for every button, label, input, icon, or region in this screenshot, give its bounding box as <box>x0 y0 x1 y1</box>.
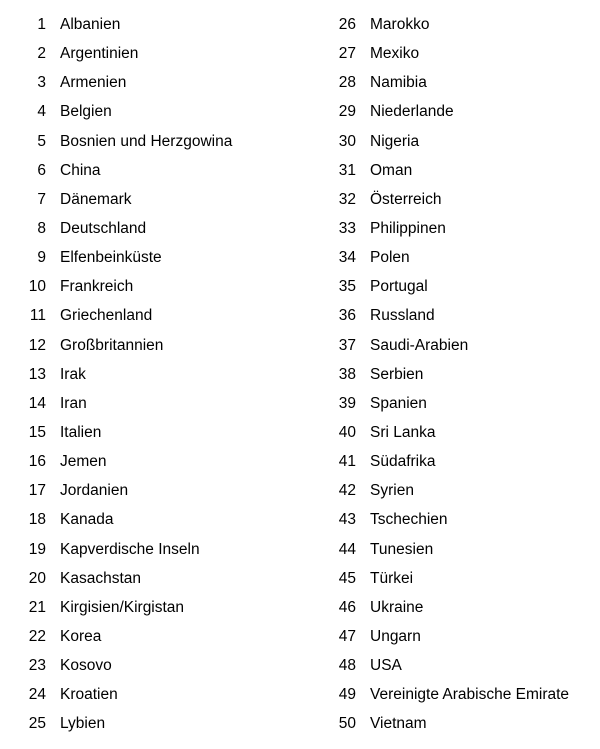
list-item <box>330 651 600 680</box>
list-item <box>20 564 320 593</box>
list-item <box>20 505 320 534</box>
list-item <box>330 272 600 301</box>
item-number: 5 <box>37 132 46 150</box>
list-item <box>330 622 600 651</box>
country-name: Vereinigte Arabische Emirate <box>370 686 570 704</box>
item-number: 50 <box>338 715 356 733</box>
list-item <box>330 360 600 389</box>
item-number: 47 <box>338 627 356 645</box>
item-number: 40 <box>338 423 356 441</box>
country-name: Syrien <box>370 482 414 500</box>
item-number: 24 <box>28 686 46 704</box>
country-name: Südafrika <box>370 453 436 471</box>
item-number: 6 <box>37 161 46 179</box>
country-name: Sri Lanka <box>370 423 436 441</box>
item-number: 28 <box>338 74 356 92</box>
list-item <box>20 389 320 418</box>
country-name: Philippinen <box>370 219 446 237</box>
country-name: USA <box>370 657 402 675</box>
country-name: Elfenbeinküste <box>60 249 162 267</box>
list-item <box>20 185 320 214</box>
country-name: Jordanien <box>60 482 129 500</box>
item-number: 45 <box>338 569 356 587</box>
item-number: 12 <box>28 336 46 354</box>
list-item <box>330 214 600 243</box>
list-item <box>330 301 600 330</box>
country-name: Belgien <box>60 103 112 121</box>
list-item <box>330 418 600 447</box>
country-name: Niederlande <box>370 103 454 121</box>
country-name: Armenien <box>60 74 127 92</box>
list-item <box>330 331 600 360</box>
list-item <box>20 622 320 651</box>
list-item <box>20 360 320 389</box>
country-name: Österreich <box>370 190 442 208</box>
country-name: Irak <box>60 365 86 383</box>
item-number: 49 <box>338 686 356 704</box>
item-number: 38 <box>338 365 356 383</box>
list-item <box>20 214 320 243</box>
country-name: Marokko <box>370 16 430 33</box>
list-item <box>330 564 600 593</box>
list-item <box>330 505 600 534</box>
country-name: Kanada <box>60 511 114 529</box>
item-number: 44 <box>338 540 356 558</box>
list-item <box>20 97 320 126</box>
item-number: 7 <box>37 190 46 208</box>
item-number: 15 <box>28 423 46 441</box>
item-number: 34 <box>338 249 356 267</box>
item-number: 29 <box>338 103 356 121</box>
list-item <box>330 593 600 622</box>
country-name: Korea <box>60 627 102 645</box>
country-name: Lybien <box>60 715 106 733</box>
country-name: Kroatien <box>60 686 118 704</box>
list-item <box>20 476 320 505</box>
item-number: 30 <box>338 132 356 150</box>
country-name: Griechenland <box>60 307 153 325</box>
list-item <box>330 97 600 126</box>
list-item <box>20 331 320 360</box>
country-name: Portugal <box>370 278 428 296</box>
list-item <box>20 535 320 564</box>
country-name: Tschechien <box>370 511 448 529</box>
item-number: 36 <box>338 307 356 325</box>
list-item <box>20 10 320 39</box>
list-item <box>330 476 600 505</box>
country-name: Kasachstan <box>60 569 141 587</box>
item-number: 42 <box>338 482 356 500</box>
list-item <box>330 68 600 97</box>
item-number: 31 <box>338 161 356 179</box>
country-name: Kosovo <box>60 657 112 675</box>
country-name: Kirgisien/Kirgistan <box>60 598 185 616</box>
country-name: Iran <box>60 394 87 412</box>
list-item <box>20 127 320 156</box>
country-list-right <box>330 10 600 739</box>
country-name: Italien <box>60 423 102 441</box>
item-number: 11 <box>29 307 46 325</box>
list-item <box>20 651 320 680</box>
item-number: 48 <box>338 657 356 675</box>
item-number: 22 <box>28 627 46 645</box>
country-name: Polen <box>370 249 410 267</box>
list-item <box>330 39 600 68</box>
item-number: 9 <box>37 249 46 267</box>
country-list-left <box>20 10 320 739</box>
list-item <box>330 10 600 39</box>
country-name: Saudi-Arabien <box>370 336 469 354</box>
list-item <box>20 418 320 447</box>
item-number: 32 <box>338 190 356 208</box>
list-item <box>330 156 600 185</box>
list-item <box>330 185 600 214</box>
country-name: Frankreich <box>60 278 134 296</box>
list-item <box>20 39 320 68</box>
item-number: 35 <box>338 278 356 296</box>
list-item <box>330 535 600 564</box>
item-number: 17 <box>28 482 46 500</box>
list-item <box>330 447 600 476</box>
item-number: 20 <box>28 569 46 587</box>
country-name: Deutschland <box>60 219 147 237</box>
item-number: 14 <box>28 394 46 412</box>
item-number: 21 <box>28 598 46 616</box>
country-name: Mexiko <box>370 45 420 63</box>
item-number: 41 <box>338 453 356 471</box>
item-number: 16 <box>28 453 46 471</box>
country-name: Kapverdische Inseln <box>60 540 200 558</box>
country-name: Oman <box>370 161 413 179</box>
country-name: Großbritannien <box>60 336 164 354</box>
list-item <box>330 709 600 738</box>
list-item <box>20 709 320 738</box>
country-name: Ukraine <box>370 598 424 616</box>
country-name: Jemen <box>60 453 107 471</box>
list-item <box>20 68 320 97</box>
item-number: 4 <box>37 103 46 121</box>
list-item <box>330 389 600 418</box>
country-name: China <box>60 161 101 179</box>
list-item <box>20 301 320 330</box>
country-name: Nigeria <box>370 132 420 150</box>
item-number: 27 <box>338 45 356 63</box>
item-number: 1 <box>37 16 46 33</box>
item-number: 23 <box>28 657 46 675</box>
item-number: 37 <box>338 336 356 354</box>
country-name: Russland <box>370 307 435 325</box>
country-name: Argentinien <box>60 45 139 63</box>
item-number: 25 <box>28 715 46 733</box>
list-item <box>20 593 320 622</box>
item-number: 2 <box>37 45 46 63</box>
country-name: Dänemark <box>60 190 132 208</box>
item-number: 46 <box>338 598 356 616</box>
item-number: 19 <box>28 540 46 558</box>
list-item <box>330 680 600 709</box>
country-name: Namibia <box>370 74 427 92</box>
list-item <box>20 680 320 709</box>
list-item <box>330 127 600 156</box>
item-number: 13 <box>28 365 46 383</box>
item-number: 3 <box>37 74 46 92</box>
item-number: 18 <box>28 511 46 529</box>
list-item <box>20 243 320 272</box>
list-item <box>20 156 320 185</box>
item-number: 39 <box>338 394 356 412</box>
item-number: 26 <box>338 16 356 33</box>
item-number: 43 <box>338 511 356 529</box>
country-name: Spanien <box>370 394 427 412</box>
country-name: Bosnien und Herzgowina <box>60 132 233 150</box>
country-name: Türkei <box>370 569 414 587</box>
item-number: 8 <box>37 219 46 237</box>
list-item <box>20 447 320 476</box>
country-name: Ungarn <box>370 627 421 645</box>
country-name: Albanien <box>60 16 121 33</box>
item-number: 33 <box>338 219 356 237</box>
country-name: Serbien <box>370 365 424 383</box>
country-name: Tunesien <box>370 540 434 558</box>
item-number: 10 <box>28 278 46 296</box>
country-name: Vietnam <box>370 715 427 733</box>
list-item <box>330 243 600 272</box>
list-item <box>20 272 320 301</box>
